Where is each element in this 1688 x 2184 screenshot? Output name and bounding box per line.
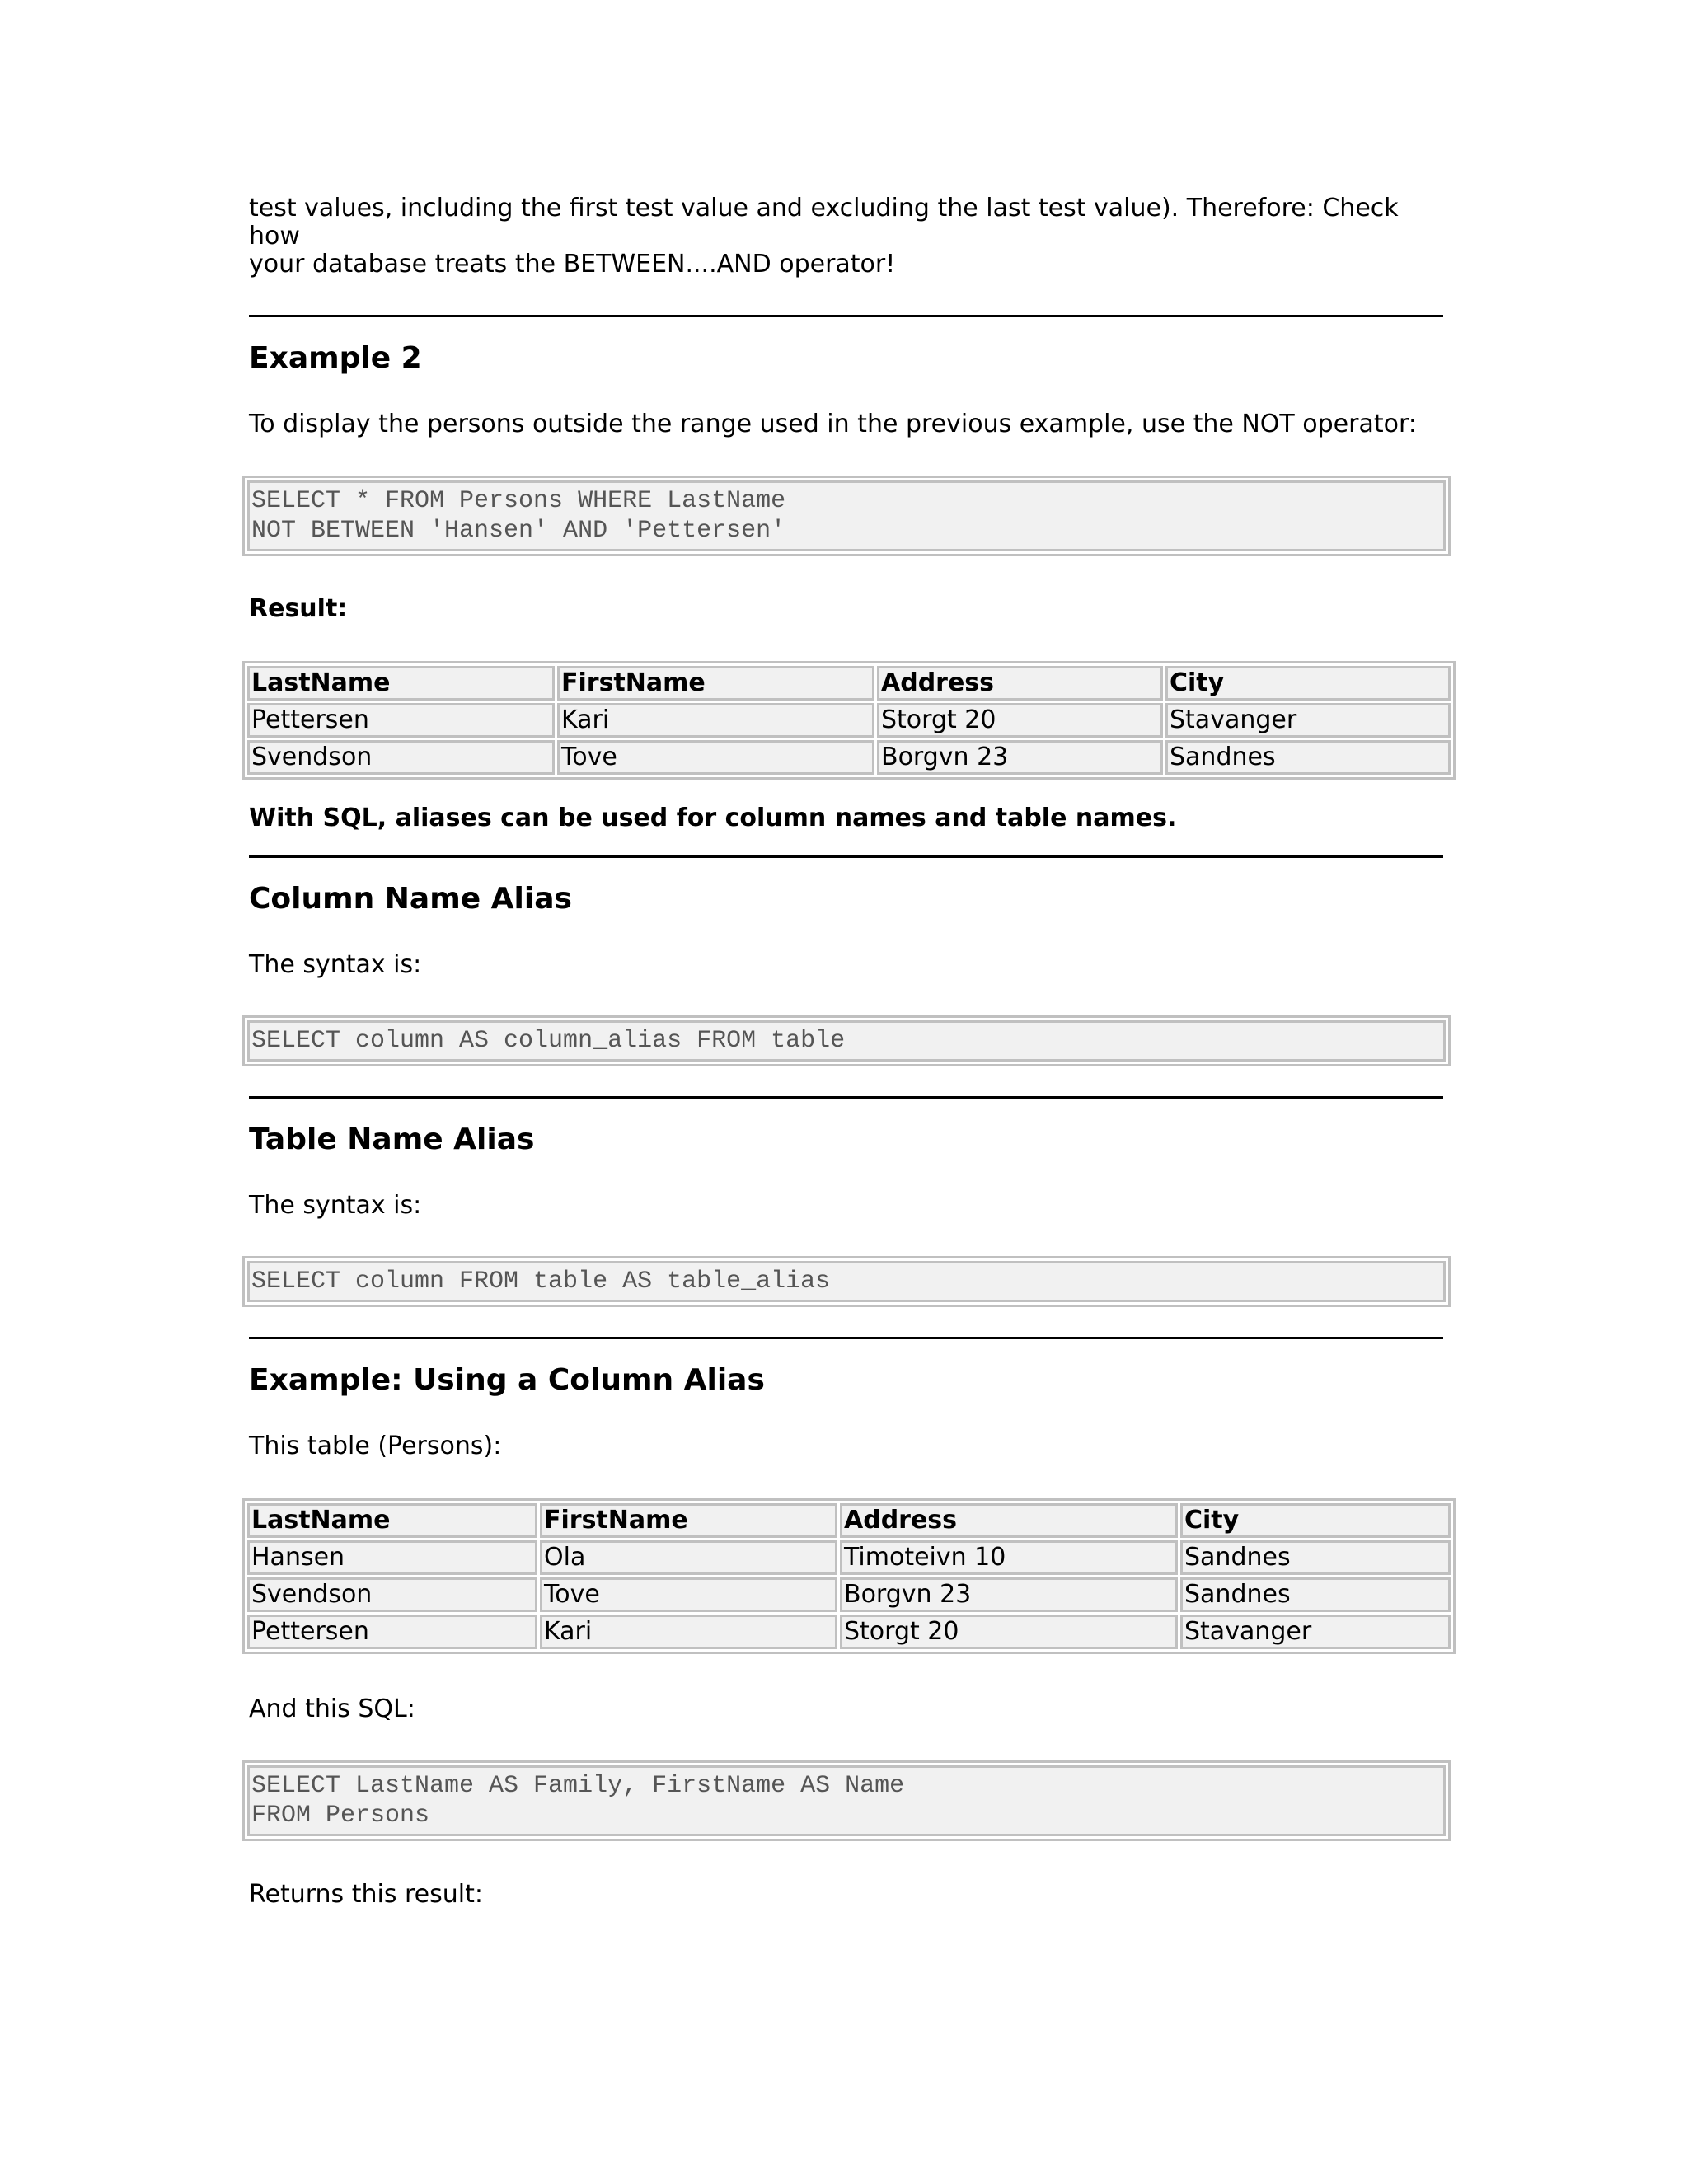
table-cell: Storgt 20 <box>877 703 1163 738</box>
table-cell: Sandnes <box>1165 740 1451 775</box>
intro-line-2: your database treats the BETWEEN....AND operator! <box>249 250 896 279</box>
column-header: LastName <box>247 666 555 701</box>
persons-table <box>242 1498 1456 1654</box>
table-header-row <box>247 1503 1451 1538</box>
intro-line-1: test values, including the first test value and excluding the last test value). Therefore: Check how <box>249 194 1399 251</box>
example-2-code: SELECT * FROM Persons WHERE LastName NOT BETWEEN 'Hansen' AND 'Pettersen' <box>247 480 1446 551</box>
column-alias-code: SELECT column AS column_alias FROM table <box>247 1020 1446 1062</box>
section-divider <box>249 1337 1443 1339</box>
table-cell: Ola <box>540 1540 837 1575</box>
column-header: FirstName <box>540 1503 837 1538</box>
column-alias-code-block <box>242 1015 1451 1066</box>
table-row <box>247 1577 1451 1612</box>
column-header: Address <box>877 666 1163 701</box>
section-divider <box>249 1096 1443 1099</box>
table-row <box>247 1540 1451 1575</box>
example-2-code-block <box>242 476 1451 556</box>
table-alias-code: SELECT column FROM table AS table_alias <box>247 1261 1446 1302</box>
table-cell: Storgt 20 <box>840 1615 1178 1649</box>
alias-note: With SQL, aliases can be used for column names and table names. <box>249 804 1177 832</box>
table-cell: Tove <box>557 740 874 775</box>
table-cell: Svendson <box>247 1577 537 1612</box>
table-cell: Timoteivn 10 <box>840 1540 1178 1575</box>
persons-table-label: This table (Persons): <box>249 1432 502 1460</box>
table-cell: Sandnes <box>1180 1577 1451 1612</box>
column-header: LastName <box>247 1503 537 1538</box>
table-cell: Kari <box>540 1615 837 1649</box>
returns-label: Returns this result: <box>249 1880 483 1909</box>
document-page <box>249 194 1444 1909</box>
table-cell: Tove <box>540 1577 837 1612</box>
sql-label: And this SQL: <box>249 1694 415 1723</box>
column-header: City <box>1165 666 1451 701</box>
section-divider <box>249 855 1443 858</box>
column-header: City <box>1180 1503 1451 1538</box>
table-alias-code-block <box>242 1256 1451 1307</box>
example-2-heading: Example 2 <box>249 341 422 375</box>
result-table <box>242 661 1456 780</box>
column-alias-example-code-block <box>242 1760 1451 1841</box>
table-cell: Svendson <box>247 740 555 775</box>
table-cell: Borgvn 23 <box>840 1577 1178 1612</box>
table-cell: Sandnes <box>1180 1540 1451 1575</box>
table-cell: Hansen <box>247 1540 537 1575</box>
table-alias-heading: Table Name Alias <box>249 1122 535 1156</box>
section-divider <box>249 315 1443 317</box>
table-header-row <box>247 666 1451 701</box>
table-cell: Stavanger <box>1180 1615 1451 1649</box>
table-cell: Borgvn 23 <box>877 740 1163 775</box>
table-row <box>247 740 1451 775</box>
column-alias-heading: Column Name Alias <box>249 882 572 916</box>
column-header: FirstName <box>557 666 874 701</box>
column-alias-syntax-label: The syntax is: <box>249 950 422 979</box>
table-row <box>247 703 1451 738</box>
example-column-alias-heading: Example: Using a Column Alias <box>249 1363 765 1397</box>
column-header: Address <box>840 1503 1178 1538</box>
result-label: Result: <box>249 594 348 623</box>
table-cell: Stavanger <box>1165 703 1451 738</box>
table-cell: Pettersen <box>247 1615 537 1649</box>
table-alias-syntax-label: The syntax is: <box>249 1191 422 1220</box>
column-alias-example-code: SELECT LastName AS Family, FirstName AS Name FROM Persons <box>247 1765 1446 1836</box>
table-cell: Kari <box>557 703 874 738</box>
example-2-description: To display the persons outside the range used in the previous example, use the NOT operator: <box>249 410 1417 438</box>
table-row <box>247 1615 1451 1649</box>
table-cell: Pettersen <box>247 703 555 738</box>
